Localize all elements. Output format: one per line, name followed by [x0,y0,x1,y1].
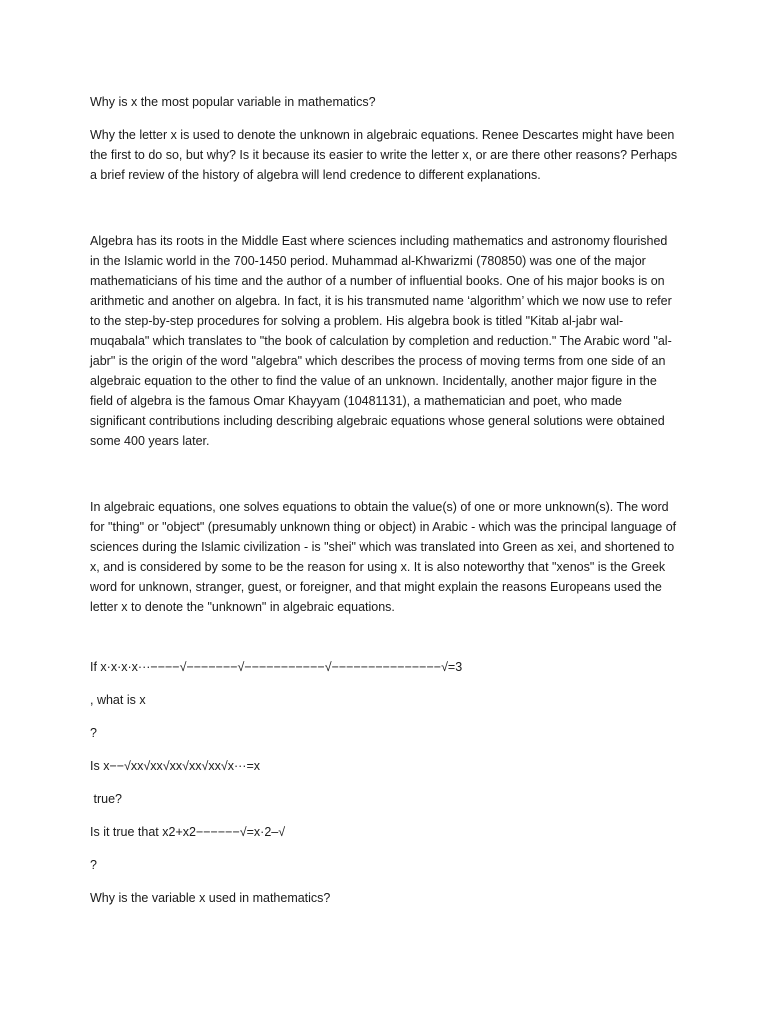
equation-question-2-cont: true? [90,792,122,806]
history-paragraph: Algebra has its roots in the Middle East where sciences including mathematics and astronomy flourished in the Islamic world in the 700-1450 period. Muhammad al-Khwarizmi (780850) was one of the major mathematicians of his time and the author of a number of influential books. One of his major books is on arithmetic and another on algebra. In fact, it is his transmuted name ‘algorithm’ which we now use to refer to the step-by-step procedures for solving a problem. His algebra book is titled "Kitab al-jabr wal-muqabala" which translates to "the book of calculation by completion and reduction." The Arabic word "al-jabr" is the origin of the word "algebra" which describes the process of moving terms from one side of an algebraic equation to the other to find the value of an unknown. Incidentally, another major figure in the field of algebra is the famous Omar Khayyam (10481131), a mathematician and poet, who made significant contributions including describing algebraic equations whose general solutions were obtained some 400 years later. [90,234,672,448]
equation-question-3: Is it true that x2+x2−−−−−−√=x·2–√ [90,825,286,839]
etymology-paragraph: In algebraic equations, one solves equations to obtain the value(s) of one or more unknown(s). The word for "thing" or "object" (presumably unknown thing or object) in Arabic - which was the principal language of sciences during the Islamic civilization - is "shei" which was translated into Green as xei, and shortened to x, and is considered by some to be the reason for using x. It is also noteworthy that "xenos" is the Greek word for unknown, stranger, guest, or foreigner, and that might explain the reasons Europeans used the letter x to denote the "unknown" in algebraic equations. [90,500,677,614]
closing-question: Why is the variable x used in mathematics? [90,891,331,905]
equation-question-1: If x·x·x·x···−−−−√−−−−−−−√−−−−−−−−−−−√−−−−−−−−−−−−−−−√=3 [90,660,463,674]
intro-paragraph: Why the letter x is used to denote the unknown in algebraic equations. Renee Descartes might have been the first to do so, but why? Is it because its easier to write the letter x, or are there other reasons? Perhaps a brief review of the history of algebra will lend credence to different explanations. [90,128,678,182]
equation-question-2: Is x−−√xx√xx√xx√xx√xx√x···=x [90,759,260,773]
question-mark-1: ? [90,726,97,740]
question-title: Why is x the most popular variable in mathematics? [90,95,376,109]
question-mark-2: ? [90,858,97,872]
equation-question-1-cont: , what is x [90,693,146,707]
